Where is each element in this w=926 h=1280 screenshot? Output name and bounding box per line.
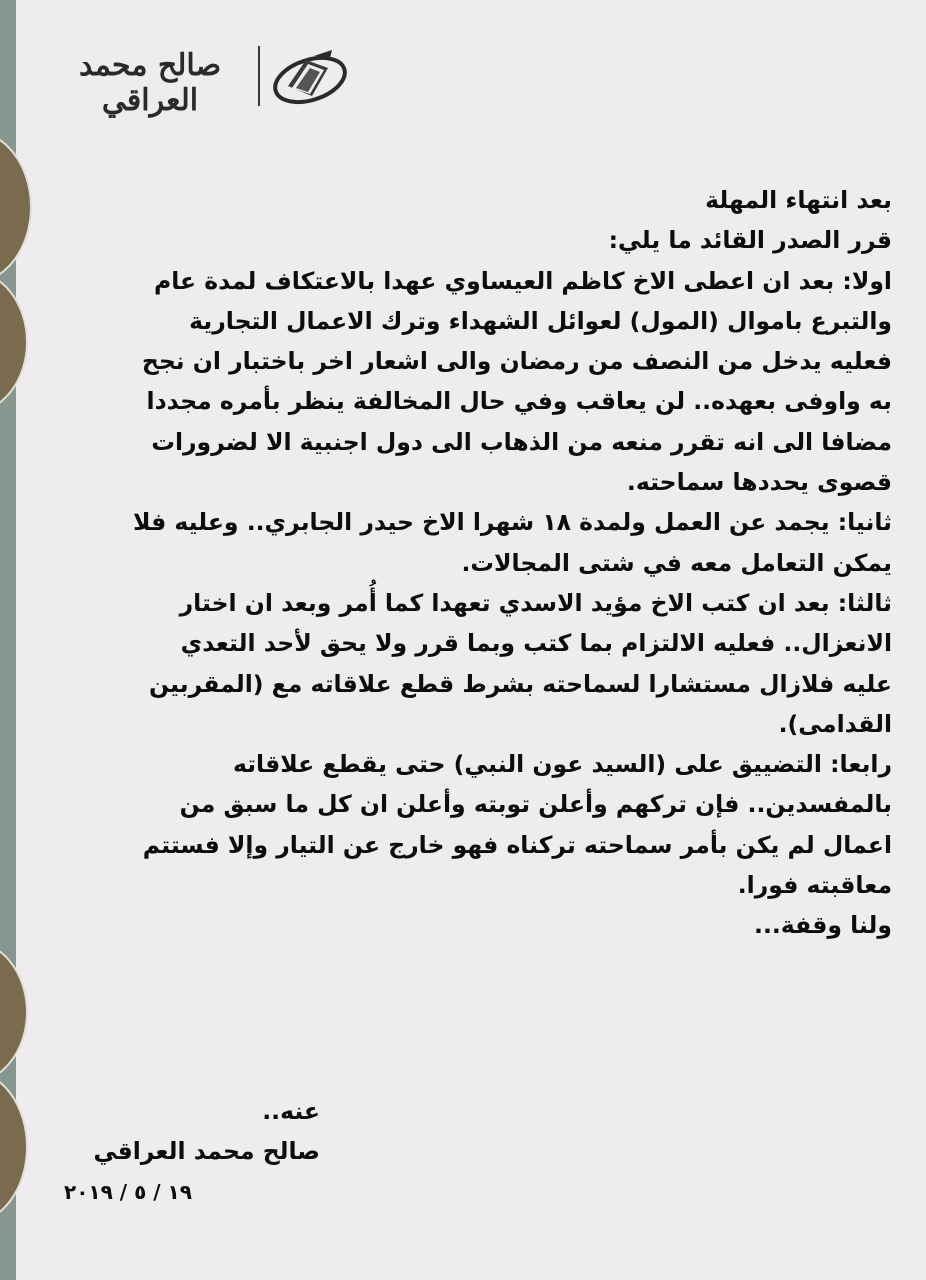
text-line: فعليه يدخل من النصف من رمضان والى اشعار اخر باختبار ان نجح bbox=[141, 347, 892, 376]
decorative-circle bbox=[0, 130, 32, 284]
signature-name: صالح محمد العراقي bbox=[93, 1137, 320, 1166]
text-line: والتبرع باموال (المول) لعوائل الشهداء وترك الاعمال التجارية bbox=[189, 306, 892, 335]
text-line: به واوفى بعهده.. لن يعاقب وفي حال المخالفة ينظر بأمره مجددا bbox=[146, 387, 892, 416]
text-line: القدامى). bbox=[778, 709, 892, 738]
text-line: معاقبته فورا. bbox=[737, 871, 892, 900]
text-line: اعمال لم يكن بأمر سماحته تركناه فهو خارج عن التيار وإلا فستتم bbox=[142, 830, 892, 859]
signature-date: ١٩ / ٥ / ٢٠١٩ bbox=[64, 1179, 192, 1204]
book-pen-emblem-icon bbox=[270, 42, 348, 108]
text-line: قصوى يحددها سماحته. bbox=[626, 468, 892, 497]
text-line: رابعا: التضييق على (السيد عون النبي) حتى يقطع علاقاته bbox=[232, 750, 892, 779]
decision-text bbox=[32, 180, 892, 946]
letterhead bbox=[50, 36, 350, 116]
text-line: الانعزال.. فعليه الالتزام بما كتب وبما قرر ولا يحق لأحد التعدي bbox=[180, 629, 892, 658]
text-line: قرر الصدر القائد ما يلي: bbox=[608, 226, 892, 255]
text-line: بالمفسدين.. فإن تركهم وأعلن توبته وأعلن ان كل ما سبق من bbox=[179, 790, 892, 819]
text-line: بعد انتهاء المهلة bbox=[705, 186, 892, 214]
logo-divider bbox=[258, 46, 260, 106]
text-line: ولنا وقفة... bbox=[754, 911, 892, 940]
signature-block bbox=[60, 1091, 320, 1212]
text-line: مضافا الى انه تقرر منعه من الذهاب الى دول اجنبية الا لضرورات bbox=[151, 427, 892, 456]
text-line: ثانيا: يجمد عن العمل ولمدة ١٨ شهرا الاخ حيدر الجابري.. وعليه فلا bbox=[133, 508, 892, 537]
text-line: يمكن التعامل معه في شتى المجالات. bbox=[461, 548, 892, 577]
signature-from: عنه.. bbox=[262, 1097, 320, 1125]
text-line: اولا: بعد ان اعطى الاخ كاظم العيساوي عهدا بالاعتكاف لمدة عام bbox=[154, 266, 892, 295]
text-line: ثالثا: بعد ان كتب الاخ مؤيد الاسدي تعهدا كما أُمر وبعد ان اختار bbox=[179, 588, 892, 617]
logo-calligraphy: صالح محمد العراقي bbox=[78, 48, 222, 118]
text-line: عليه فلازال مستشارا لسماحته بشرط قطع علاقاته مع (المقربين bbox=[149, 669, 892, 698]
